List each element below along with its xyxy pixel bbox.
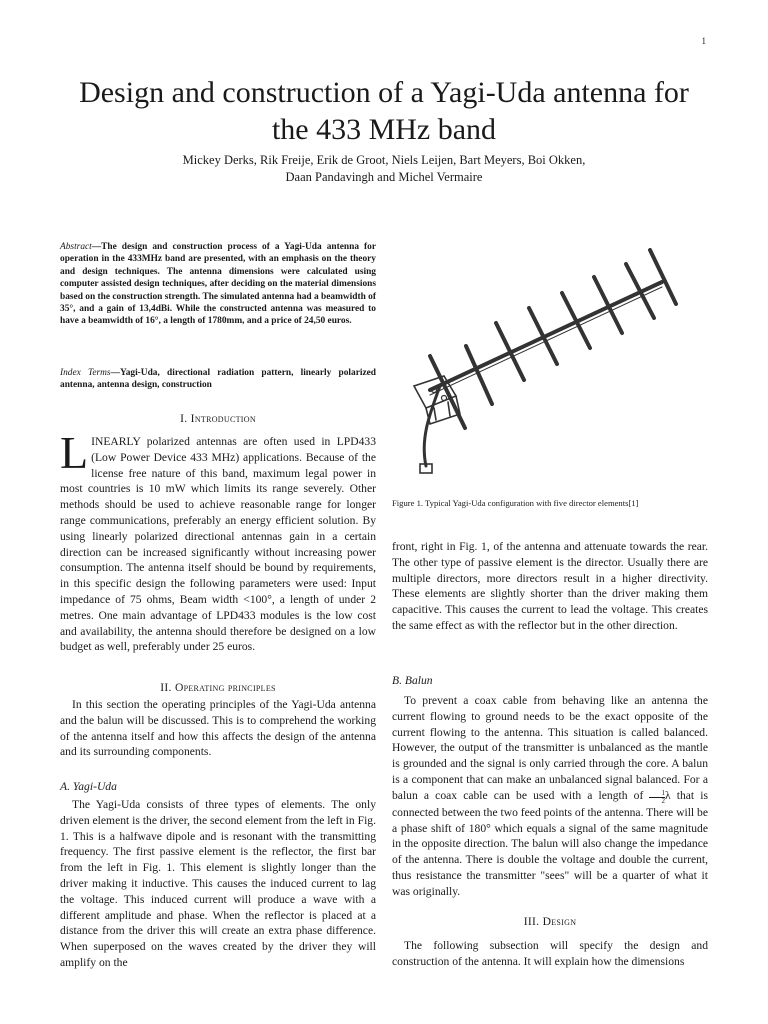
operating-principles-paragraph xyxy=(60,697,376,760)
yagi-uda-continued-paragraph xyxy=(392,539,708,634)
section-number: II. xyxy=(160,681,172,694)
section-heading-operating-principles xyxy=(60,681,376,694)
introduction-paragraph xyxy=(60,427,376,655)
yagi-uda-text: The Yagi-Uda consists of three types of elements. The only driven element is the driver, the second element from the left in Fig. 1. This is a halfwave dipole and is resonant with the transmitting frequency. The first passive element is the reflector, the first bar from the left in Fig. 1. This element is slightly longer than the driver making it inductive. This causes the induced current to lag the voltage. This induced current will produce a wave with a different amplitude and phase. When the reflector is placed at a distance from the driver this will create an extra phase difference. When superposed on the waves created by the driver they will amplify on the xyxy=(60,798,376,969)
design-paragraph xyxy=(392,938,708,970)
index-terms-lead: Index Terms xyxy=(60,368,111,378)
figure-yagi-antenna xyxy=(400,238,690,478)
index-terms-text: —Yagi-Uda, directional radiation pattern, linearly polarized antenna, antenna design, construction xyxy=(60,368,376,391)
title-line-1: Design and construction of a Yagi-Uda antenna for xyxy=(79,76,689,109)
authors-line-2: Daan Pandavingh and Michel Vermaire xyxy=(285,170,483,184)
paper-title xyxy=(40,74,728,148)
section-heading-design xyxy=(392,915,708,928)
section-title: Design xyxy=(542,915,577,928)
abstract-lead: Abstract xyxy=(60,242,92,252)
fraction-numerator: 1 xyxy=(649,790,665,798)
authors-line-1: Mickey Derks, Rik Freije, Erik de Groot, Niels Leijen, Bart Meyers, Boi Okken, xyxy=(182,153,586,167)
fraction-one-half xyxy=(649,790,665,805)
title-line-2: the 433 MHz band xyxy=(271,113,497,146)
balun-text xyxy=(392,693,708,900)
balun-paragraph xyxy=(392,693,708,900)
section-title: Introduction xyxy=(190,412,256,425)
section-heading-introduction xyxy=(60,412,376,425)
yagi-uda-paragraph xyxy=(60,797,376,971)
lambda-symbol: λ xyxy=(664,788,671,802)
section-number: I. xyxy=(180,412,188,425)
balun-text-part-1: To prevent a coax cable from behaving like an antenna the current flowing to ground needs to be the exact opposite of the current flowing to the antenna. This situation is called balanced. However, the output of the transmitter is unbalanced as the mantle is grounded and the signal is only carried through the core. A balun is a component that can make an unbalanced signal balanced. For a balun a coax cable can be used with a length of xyxy=(392,694,708,802)
section-number: III. xyxy=(523,915,540,928)
abstract-text: —The design and construction process of a Yagi-Uda antenna for operation in the 433MHz band are presented, with an emphasis on the theory and design techniques. The antenna dimensions were calculated using computer assisted design techniques, after deciding on the material dimensions based on the construction strength. The simulated antenna had a beamwidth of 35°, and a gain of 13,4dBi. While the constructed antenna was measured to have a beamwidth of 16°, a length of 1780mm, and a price of 24,50 euros. xyxy=(60,242,376,327)
author-list xyxy=(60,152,708,186)
figure-caption: Figure 1. Typical Yagi-Uda configuration with five director elements[1] xyxy=(392,498,639,508)
subsection-heading-yagi-uda: A. Yagi-Uda xyxy=(60,780,117,793)
drop-cap: L xyxy=(60,427,89,478)
section-title: Operating principles xyxy=(174,681,276,694)
operating-principles-text: In this section the operating principles of the Yagi-Uda antenna and the balun will be discussed. This is to comprehend the working of the antenna itself and how this affects the design of the antenna and its surrounding components. xyxy=(60,698,376,759)
design-text: The following subsection will specify the design and construction of the antenna. It will explain how the dimensions xyxy=(392,939,708,968)
yagi-antenna-drawing xyxy=(400,238,690,478)
page-number: 1 xyxy=(701,36,706,46)
balun-text-part-2: that is connected between the two feed points of the antenna. There will be a phase shift of 180° which equals a signal of the same magnitude in the opposite direction. The balun will also change the impedance of the antenna. There is double the voltage and double the current, thus resistance the transmitter "sees" will be a quarter of what it was originally. xyxy=(392,788,708,898)
fraction-denominator: 2 xyxy=(661,796,665,805)
introduction-text: INEARLY polarized antennas are often used in LPD433 (Low Power Device 433 MHz) applications. Because of the license free nature of this band, maximum legal power in most countries is 10 mW which limits its range severely. Other methods should be used to achieve reasonable range for longer range communications, preferably an energy efficient solution. By using linearly polarized directional antennas gain in a certain direction can be increased significantly without increasing power consumption. The antenna itself should be bound by requirements, in this specific design the following parameters were used: Input impedance of 75 ohms, Beam width <100°, a length of under 2 metres. One main advantage of LPD433 modules is the low cost and availability, the antenna should therefore be designed on a low budget as well, preferably under 25 euros. xyxy=(60,435,376,654)
subsection-heading-balun: B. Balun xyxy=(392,674,433,687)
yagi-uda-continued-text: front, right in Fig. 1, of the antenna and attenuate towards the rear. The other type of passive element is the director. Usually there are multiple directors, more directors result in a higher directivity. These elements are slightly shorter than the driver making them capacitive. This causes the current to lead the voltage. This creates the same effect as with the reflector but in the other direction. xyxy=(392,540,708,632)
abstract xyxy=(60,241,376,328)
index-terms xyxy=(60,367,376,392)
